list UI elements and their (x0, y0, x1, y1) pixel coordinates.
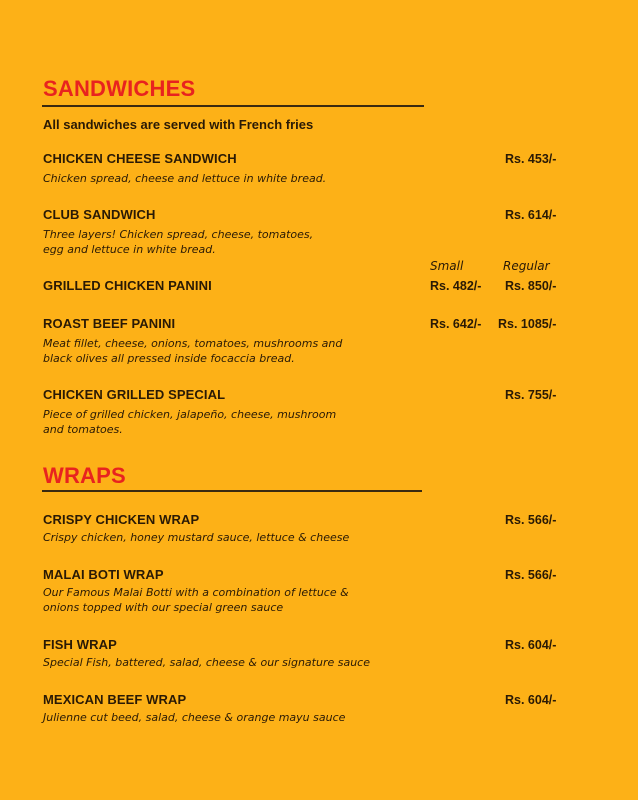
menu-item-price: Rs. 604/- (505, 638, 557, 652)
menu-item-name: CHICKEN CHEESE SANDWICH (43, 151, 237, 166)
menu-item-name: MALAI BOTI WRAP (43, 567, 164, 582)
menu-item-description: Chicken spread, cheese and lettuce in white bread. (43, 172, 327, 185)
menu-item-name: GRILLED CHICKEN PANINI (43, 278, 212, 293)
menu-item-price: Rs. 604/- (505, 693, 557, 707)
menu-item-name: FISH WRAP (43, 637, 117, 652)
menu-item-name: ROAST BEEF PANINI (43, 316, 176, 331)
menu-item-price-regular: Rs. 1085/- (498, 317, 557, 331)
menu-item-price-small: Rs. 482/- (430, 279, 482, 293)
menu-item-description: Julienne cut beed, salad, cheese & orange mayu sauce (43, 711, 346, 724)
menu-item-name: CHICKEN GRILLED SPECIAL (43, 387, 226, 402)
menu-item-price: Rs. 614/- (505, 208, 557, 222)
menu-item-name: MEXICAN BEEF WRAP (43, 692, 187, 707)
menu-item-price-small: Rs. 642/- (430, 317, 482, 331)
size-label-regular: Regular (503, 259, 550, 273)
wraps-heading: WRAPS (43, 463, 126, 488)
menu-item-name: CRISPY CHICKEN WRAP (43, 512, 200, 527)
menu-item-description: Piece of grilled chicken, jalapeño, cheese, mushroom and tomatoes. (43, 408, 337, 436)
sandwiches-note: All sandwiches are served with French fries (43, 117, 314, 132)
menu-item-description: Three layers! Chicken spread, cheese, tomatoes, egg and lettuce in white bread. (43, 228, 314, 256)
menu-item-description: Crispy chicken, honey mustard sauce, lettuce & cheese (43, 531, 350, 544)
menu-item-price: Rs. 453/- (505, 152, 557, 166)
menu-item-name: CLUB SANDWICH (43, 207, 156, 222)
menu-item-description: Our Famous Malai Botti with a combination of lettuce & onions topped with our special green sauce (43, 586, 349, 614)
sandwiches-divider (42, 105, 424, 107)
menu-item-price-regular: Rs. 850/- (505, 279, 557, 293)
size-label-small: Small (430, 259, 464, 273)
sandwiches-heading: SANDWICHES (43, 76, 196, 101)
menu-item-description: Meat fillet, cheese, onions, tomatoes, mushrooms and black olives all pressed inside focaccia bread. (43, 337, 343, 365)
menu-item-price: Rs. 566/- (505, 568, 557, 582)
menu-item-price: Rs. 566/- (505, 513, 557, 527)
menu-item-description: Special Fish, battered, salad, cheese & our signature sauce (43, 656, 370, 669)
menu-item-price: Rs. 755/- (505, 388, 557, 402)
wraps-divider (42, 490, 422, 492)
